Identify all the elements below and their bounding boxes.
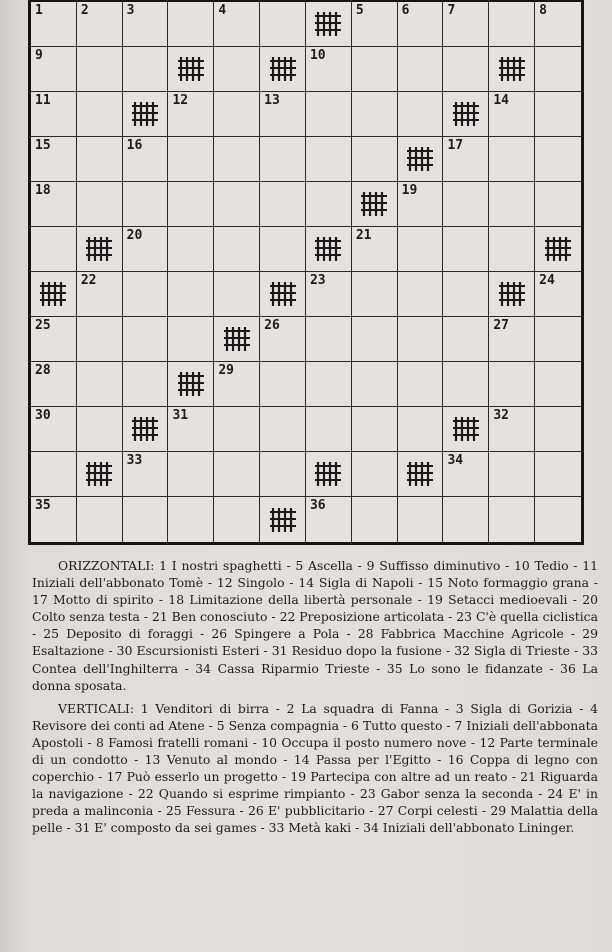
grid-cell [168,227,214,272]
grid-cell [260,182,306,227]
grid-cell [123,137,169,182]
grid-cell [535,2,581,47]
blocked-hatch-icon [83,460,115,488]
blocked-cell [260,497,306,542]
grid-cell [489,92,535,137]
grid-cell [489,2,535,47]
clue-number: 27 [493,318,509,333]
blocked-cell [306,2,352,47]
grid-cell [123,362,169,407]
grid-cell [443,137,489,182]
clue-number: 15 [35,138,51,153]
clue-number: 6 [401,3,410,18]
grid-cell [535,497,581,542]
grid-cell [123,272,169,317]
clue-number: 21 [355,228,372,243]
grid-cell [168,317,214,362]
blocked-hatch-icon [37,280,69,308]
clue-number: 24 [539,273,555,288]
grid-cell [168,2,214,47]
grid-cell [168,407,214,452]
clue-number: 11 [35,93,51,108]
grid-cell [260,362,306,407]
grid-cell [535,272,581,317]
blocked-hatch-icon [450,415,482,443]
blocked-cell [352,182,398,227]
blocked-hatch-icon [267,55,299,83]
grid-cell [443,272,489,317]
grid-cell [168,272,214,317]
grid-cell [352,137,398,182]
blocked-hatch-icon [358,190,390,218]
grid-cell [214,452,260,497]
grid-cell [443,317,489,362]
grid-cell [168,92,214,137]
grid-cell [31,137,77,182]
blocked-hatch-icon [175,370,207,398]
blocked-cell [168,362,214,407]
clue-number: 29 [218,363,234,378]
clue-number: 5 [355,3,364,18]
blocked-hatch-icon [221,325,253,353]
grid-cell [77,317,123,362]
grid-cell [168,137,214,182]
grid-cell [489,362,535,407]
clue-number: 33 [126,453,143,468]
grid-cell [260,2,306,47]
grid-cell [306,137,352,182]
grid-cell [123,182,169,227]
grid-cell [535,47,581,92]
clue-number: 2 [80,3,89,18]
blocked-cell [77,227,123,272]
across-clues: ORIZZONTALI: 1 I nostri spaghetti - 5 Ascella - 9 Suffisso diminutivo - 10 Tedio - 11 Iniziali dell'abbonato Tomè - 12 Singolo - 14 Sigla di Napoli - 15 Noto formaggio grana - 17 Motto di spirito - 18 Limitazione della libertà personale - 19 Setacci medioevali - 20 Colto senza testa - 21 Ben conosciuto - 22 Preposizione articolata - 23 C'è quella ciclistica - 25 Deposito di foraggi - 26 Spingere a Pola - 28 Fabbrica Macchine Agricole - 29 Esaltazione - 30 Escursionisti Esteri - 31 Residuo dopo la fusione - 32 Sigla di Trieste - 33 Contea dell'Inghilterra - 34 Cassa Riparmio Trieste - 35 Lo sono le fidanzate - 36 La donna sposata. [32,558,598,693]
grid-cell [77,362,123,407]
grid-cell [214,47,260,92]
blocked-cell [443,407,489,452]
grid-cell [489,137,535,182]
blocked-hatch-icon [83,235,115,263]
grid-cell [31,47,77,92]
clue-number: 31 [172,408,189,423]
grid-cell [214,497,260,542]
grid-cell [489,407,535,452]
grid-cell [77,2,123,47]
grid-cell [398,182,444,227]
clues-block [32,557,598,843]
clue-number: 14 [493,93,509,108]
blocked-hatch-icon [312,460,344,488]
grid-cell [306,272,352,317]
grid-cell [306,362,352,407]
clue-number: 25 [35,318,51,333]
clue-number: 26 [264,318,280,333]
down-clues: VERTICALI: 1 Venditori di birra - 2 La squadra di Fanna - 3 Sigla di Gorizia - 4 Revisore dei conti ad Atene - 5 Senza compagnia - 6 Tutto questo - 7 Iniziali dell'abbonata Apostoli - 8 Famosi fratelli romani - 10 Occupa il posto numero nove - 12 Parte terminale di un condotto - 13 Venuto al mondo - 14 Passa per l'Egitto - 16 Coppa di legno con coperchio - 17 Può esserlo un progetto - 19 Partecipa con altre ad un reato - 21 Riguarda la navigazione - 22 Quando si esprime rimpianto - 23 Gabor senza la seconda - 24 E' in preda a malinconia - 25 Fessura - 26 E' pubblicitario - 27 Corpi celesti - 29 Malattia della pelle - 31 E' composto da sei games - 33 Metà kaki - 34 Iniziali dell'abbonato Lininger. [32,700,598,836]
grid-cell [489,227,535,272]
blocked-cell [168,47,214,92]
blocked-cell [31,272,77,317]
blocked-hatch-icon [450,100,482,128]
clue-number: 23 [309,273,326,288]
grid-cell [306,92,352,137]
grid-cell [398,272,444,317]
clue-number: 13 [264,93,280,108]
grid-cell [352,497,398,542]
grid-cell [443,452,489,497]
grid-cell [398,2,444,47]
blocked-cell [77,452,123,497]
clue-number: 19 [401,183,418,198]
grid-cell [352,2,398,47]
clue-number: 17 [447,138,464,153]
grid-cell [214,2,260,47]
clue-number: 1 [35,3,43,18]
grid-cell [168,452,214,497]
grid-cell [398,362,444,407]
grid-cell [535,137,581,182]
blocked-hatch-icon [312,235,344,263]
grid-cell [398,92,444,137]
crossword-grid [28,0,584,545]
grid-cell [123,497,169,542]
grid-cell [31,317,77,362]
grid-cell [77,137,123,182]
grid-cell [352,407,398,452]
blocked-hatch-icon [542,235,574,263]
grid-cell [352,317,398,362]
grid-cell [535,362,581,407]
grid-cell [443,47,489,92]
grid-cell [443,182,489,227]
blocked-cell [443,92,489,137]
clue-number: 34 [447,453,464,468]
grid-cell [352,452,398,497]
grid-cell [31,2,77,47]
grid-cell [398,407,444,452]
grid-cell [352,92,398,137]
clue-number: 4 [218,3,227,18]
grid-cell [31,92,77,137]
grid-cell [489,497,535,542]
grid-cell [260,92,306,137]
grid-cell [443,362,489,407]
blocked-cell [260,47,306,92]
grid-cell [214,182,260,227]
grid-cell [31,362,77,407]
grid-cell [123,47,169,92]
clue-number: 7 [447,3,456,18]
blocked-cell [306,452,352,497]
grid-cell [352,227,398,272]
grid-cell [31,182,77,227]
clue-number: 36 [309,498,326,513]
grid-cell [352,362,398,407]
grid-cell [260,317,306,362]
grid-cell [306,317,352,362]
grid-cell [443,497,489,542]
blocked-cell [489,272,535,317]
grid-cell [535,92,581,137]
grid-cell [123,2,169,47]
clue-number: 3 [126,3,135,18]
clue-number: 10 [309,48,326,63]
blocked-cell [123,92,169,137]
grid-cell [123,317,169,362]
grid-cell [489,452,535,497]
grid-cell [260,137,306,182]
grid-cell [352,47,398,92]
blocked-cell [306,227,352,272]
grid-cell [489,182,535,227]
grid-cell [352,272,398,317]
grid-cell [260,407,306,452]
grid-cell [260,452,306,497]
clue-number: 22 [80,273,97,288]
clue-number: 28 [35,363,51,378]
clue-number: 35 [35,498,51,513]
grid-cell [123,227,169,272]
clue-number: 8 [539,3,547,18]
blocked-hatch-icon [267,506,299,534]
clue-number: 12 [172,93,189,108]
grid-cell [214,362,260,407]
blocked-cell [398,137,444,182]
grid-cell [306,182,352,227]
grid-cell [306,497,352,542]
blocked-hatch-icon [267,280,299,308]
blocked-cell [398,452,444,497]
clue-number: 32 [493,408,509,423]
blocked-hatch-icon [312,10,344,38]
grid-cell [31,227,77,272]
blocked-hatch-icon [129,415,161,443]
grid-cell [168,497,214,542]
grid-cell [535,317,581,362]
grid-cell [77,497,123,542]
grid-cell [398,317,444,362]
grid-cell [443,227,489,272]
clue-number: 20 [126,228,143,243]
grid-cell [31,497,77,542]
grid-cell [443,2,489,47]
grid-cell [77,182,123,227]
blocked-hatch-icon [175,55,207,83]
grid-cell [77,407,123,452]
grid-cell [31,407,77,452]
grid-cell [398,227,444,272]
grid-cell [214,137,260,182]
clue-number: 18 [35,183,51,198]
grid-cell [535,182,581,227]
grid-cell [77,92,123,137]
grid-cell [260,227,306,272]
blocked-hatch-icon [404,145,436,173]
grid-cell [123,452,169,497]
blocked-hatch-icon [404,460,436,488]
grid-cell [535,452,581,497]
grid-cell [214,272,260,317]
grid-cell [306,407,352,452]
grid-cell [31,452,77,497]
blocked-hatch-icon [129,100,161,128]
grid-cell [168,182,214,227]
blocked-cell [260,272,306,317]
blocked-cell [489,47,535,92]
clue-number: 16 [126,138,143,153]
clue-number: 30 [35,408,51,423]
blocked-hatch-icon [496,55,528,83]
blocked-cell [123,407,169,452]
blocked-cell [535,227,581,272]
grid-cell [489,317,535,362]
grid-cell [398,47,444,92]
grid-cell [214,92,260,137]
grid-cell [77,272,123,317]
grid-cell [535,407,581,452]
blocked-cell [214,317,260,362]
grid-cell [77,47,123,92]
grid-cell [214,227,260,272]
grid-cell [398,497,444,542]
blocked-hatch-icon [496,280,528,308]
grid-cell [306,47,352,92]
grid-cell [214,407,260,452]
clue-number: 9 [35,48,43,63]
